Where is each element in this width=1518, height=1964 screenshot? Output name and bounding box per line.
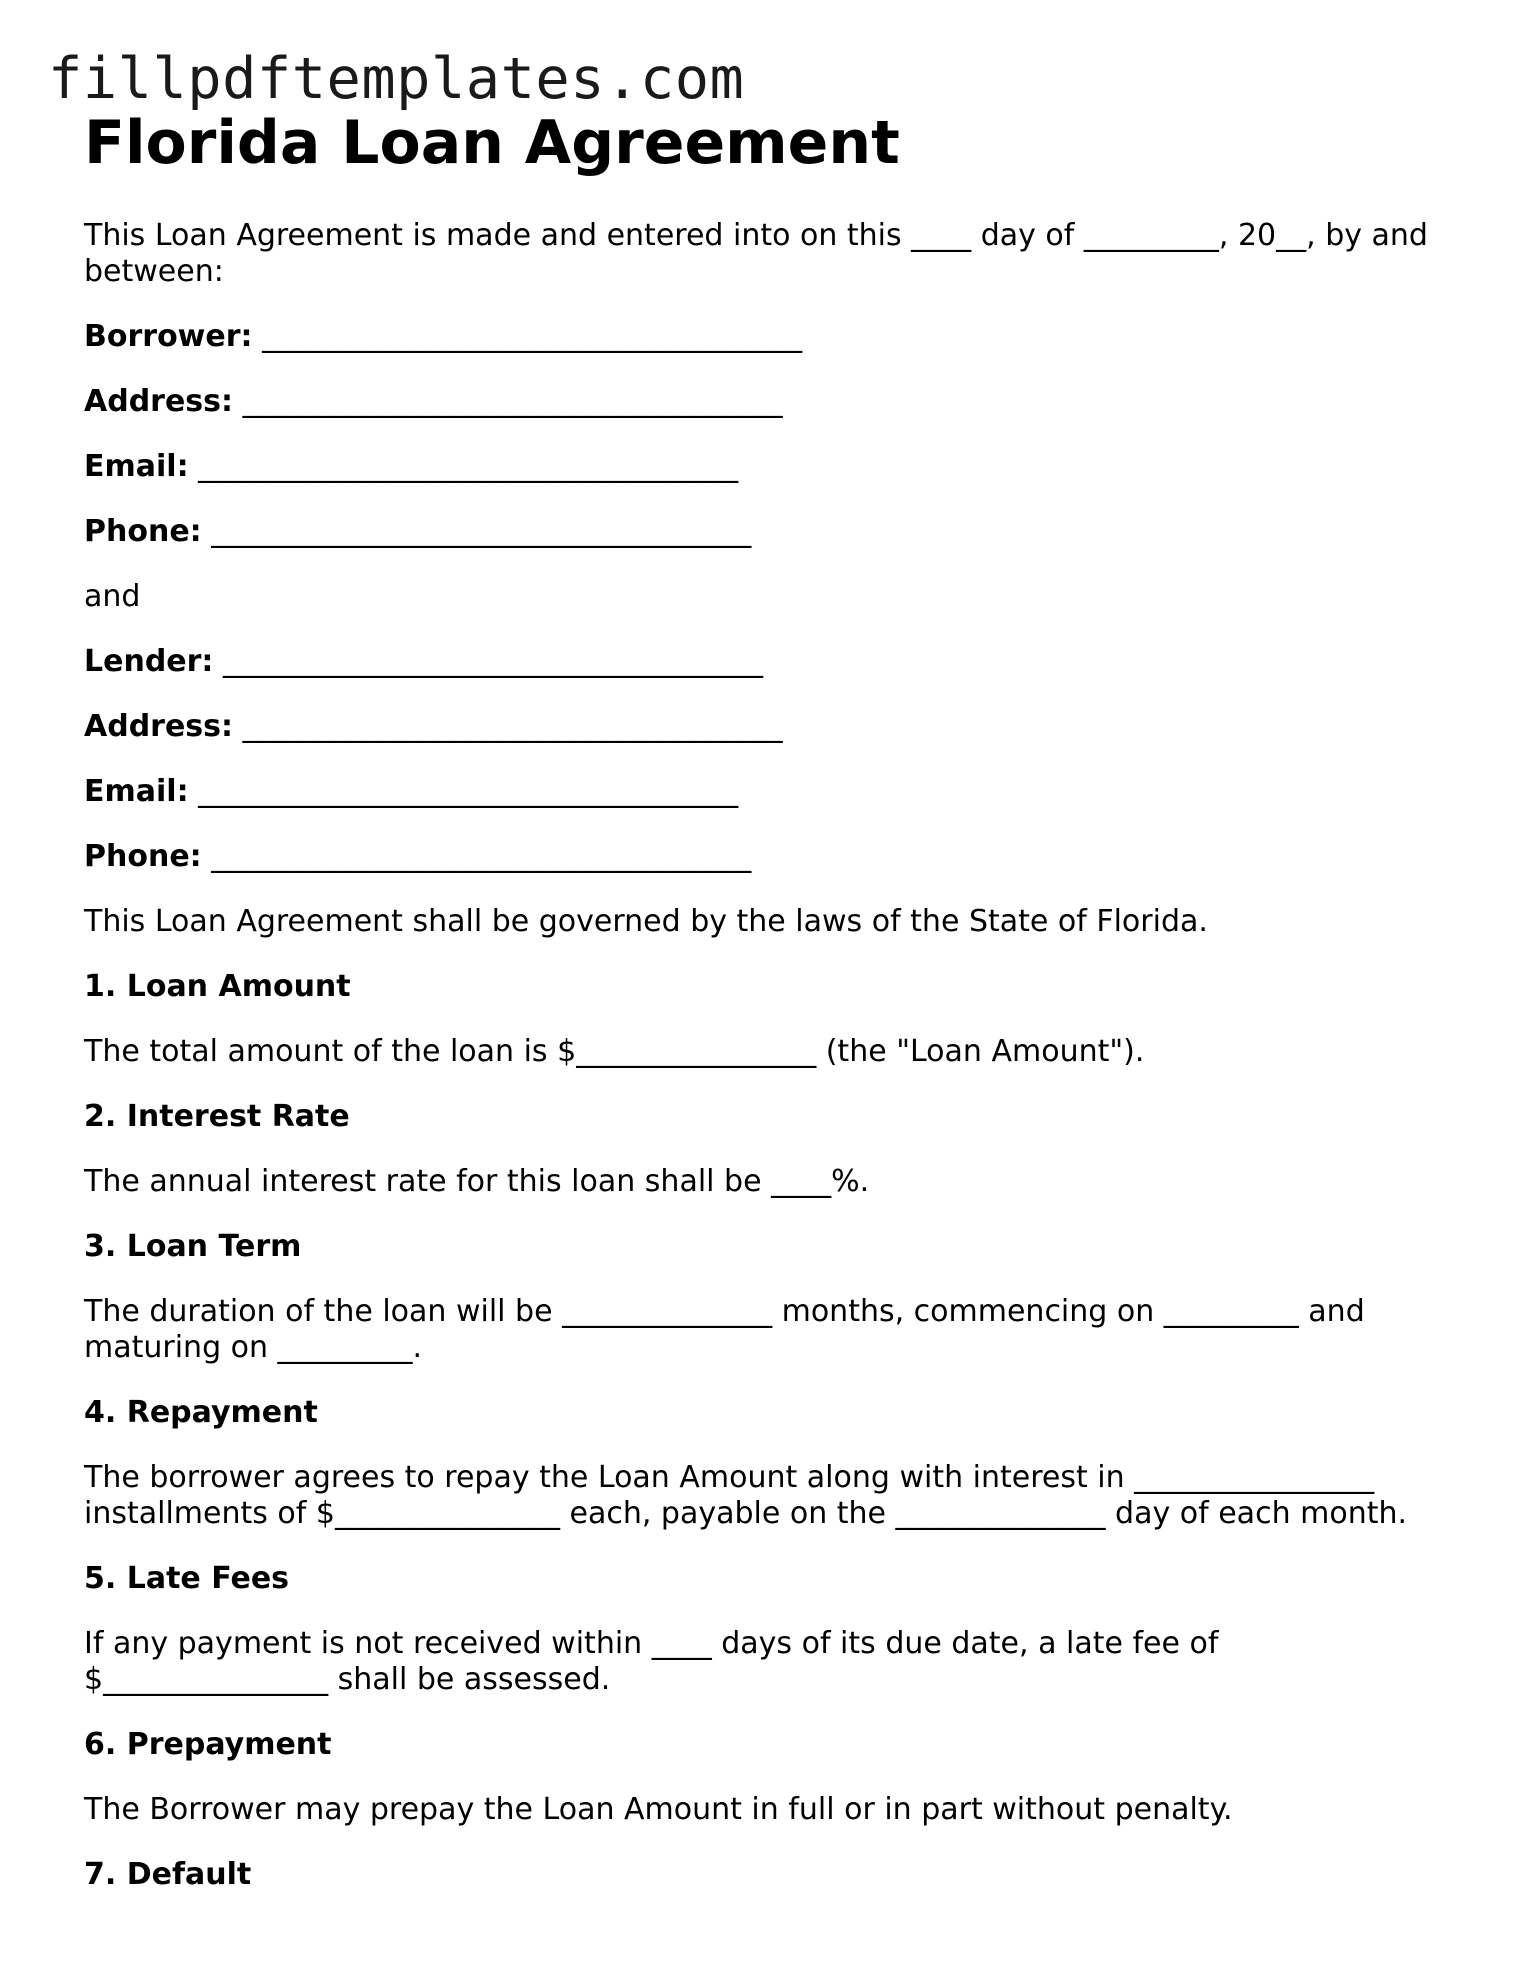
- borrower-email-field[interactable]: [84, 449, 1444, 485]
- section-heading-loan-term: 3. Loan Term: [84, 1229, 302, 1264]
- lender-name-blank[interactable]: ____________________________________: [222, 644, 763, 679]
- document-title: Florida Loan Agreement: [84, 108, 900, 178]
- lender-address-blank[interactable]: ____________________________________: [242, 709, 783, 744]
- borrower-email-blank[interactable]: ____________________________________: [198, 449, 739, 484]
- borrower-name-blank[interactable]: ____________________________________: [262, 319, 803, 354]
- section-heading-loan-amount: 1. Loan Amount: [84, 969, 351, 1004]
- section-heading-prepayment: 6. Prepayment: [84, 1727, 332, 1762]
- lender-email-label: Email:: [84, 774, 189, 809]
- document-body: [84, 218, 1444, 1922]
- section-text-prepayment: The Borrower may prepay the Loan Amount in full or in part without penalty.: [84, 1792, 1233, 1827]
- borrower-address-label: Address:: [84, 384, 234, 419]
- lender-address-field[interactable]: [84, 709, 1444, 745]
- section-text-interest-rate: The annual interest rate for this loan shall be ____%.: [84, 1164, 870, 1199]
- watermark: fillpdftemplates.com: [48, 46, 745, 112]
- and-connector: and: [84, 579, 141, 614]
- section-heading-late-fees: 5. Late Fees: [84, 1561, 290, 1596]
- intro-paragraph: This Loan Agreement is made and entered into on this ____ day of _________, 20__, by and between:: [84, 218, 1428, 289]
- section-text-late-fees: If any payment is not received within ____ days of its due date, a late fee of $_______________ shall be assessed.: [84, 1626, 1219, 1697]
- section-heading-interest-rate: 2. Interest Rate: [84, 1099, 350, 1134]
- borrower-address-blank[interactable]: ____________________________________: [242, 384, 783, 419]
- section-text-repayment: The borrower agrees to repay the Loan Amount along with interest in ________________ installments of $_______________ each, payable on the ______________ day of each month.: [84, 1460, 1408, 1531]
- lender-name-field[interactable]: [84, 644, 1444, 680]
- borrower-address-field[interactable]: [84, 384, 1444, 420]
- section-text-loan-amount: The total amount of the loan is $________________ (the "Loan Amount").: [84, 1034, 1145, 1069]
- section-text-loan-term: The duration of the loan will be ______________ months, commencing on _________ and maturing on _________.: [84, 1294, 1365, 1365]
- borrower-phone-field[interactable]: [84, 514, 1444, 550]
- lender-email-field[interactable]: [84, 774, 1444, 810]
- lender-phone-label: Phone:: [84, 839, 202, 874]
- borrower-phone-blank[interactable]: ____________________________________: [211, 514, 752, 549]
- lender-email-blank[interactable]: ____________________________________: [198, 774, 739, 809]
- borrower-name-field[interactable]: [84, 319, 1444, 355]
- borrower-phone-label: Phone:: [84, 514, 202, 549]
- section-heading-default: 7. Default: [84, 1857, 252, 1892]
- borrower-email-label: Email:: [84, 449, 189, 484]
- lender-name-label: Lender:: [84, 644, 214, 679]
- lender-phone-field[interactable]: [84, 839, 1444, 875]
- section-heading-repayment: 4. Repayment: [84, 1395, 318, 1430]
- borrower-name-label: Borrower:: [84, 319, 253, 354]
- lender-phone-blank[interactable]: ____________________________________: [211, 839, 752, 874]
- lender-address-label: Address:: [84, 709, 234, 744]
- governing-law-paragraph: This Loan Agreement shall be governed by the laws of the State of Florida.: [84, 904, 1208, 939]
